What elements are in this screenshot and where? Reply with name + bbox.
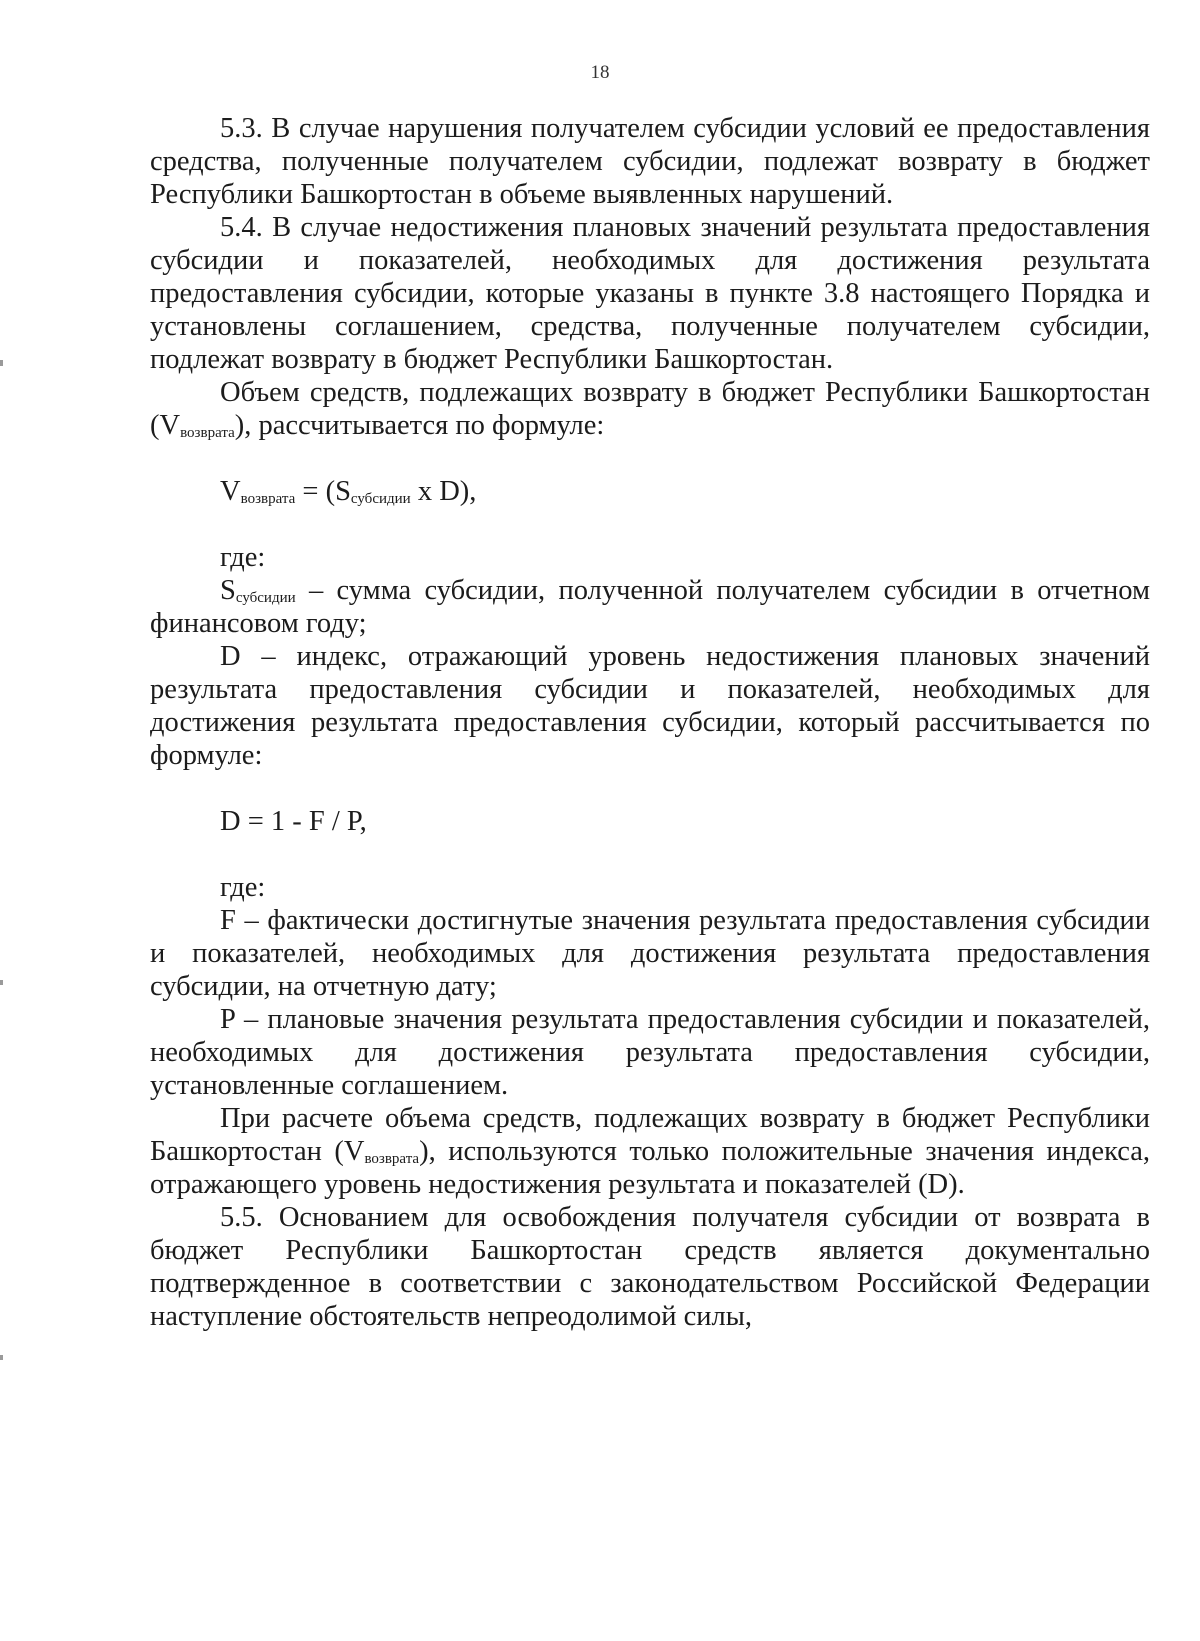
where-label: где:	[220, 872, 266, 903]
definition-d: D – индекс, отражающий уровень недостижения плановых значений результата предоставления субсидии и показателей, необходимых для достижения результата предоставления субсидии, который рассчитывается по формуле:	[150, 641, 1150, 771]
document-body	[150, 112, 1150, 1333]
paragraph-5-5: 5.5. Основанием для освобождения получателя субсидии от возврата в бюджет Республики Башкортостан средств является документально подтвержденное в соответствии с законодательством Российской Федерации наступление обстоятельств непреодолимой силы,	[150, 1202, 1150, 1332]
definition-s: $S_{субсидии}$ – сумма субсидии, полученной получателем субсидии в отчетном финансовом году;	[150, 575, 1150, 639]
scan-edge-mark	[0, 1355, 3, 1360]
paragraph-return-volume: Объем средств, подлежащих возврату в бюджет Республики Башкортостан $(V_{возврата})$, рассчитывается по формуле:	[150, 377, 1150, 441]
where-label: где:	[220, 542, 266, 573]
definition-f: F – фактически достигнутые значения результата предоставления субсидии и показателей, необходимых для достижения результата предоставления субсидии, на отчетную дату;	[150, 905, 1150, 1002]
scan-edge-mark	[0, 980, 3, 985]
formula-return-volume: $V_{возврата} = (S_{субсидии}$ x D),	[220, 476, 477, 507]
paragraph-calculation-note: При расчете объема средств, подлежащих возврату в бюджет Республики Башкортостан $(V_{возврата})$, используются только положительные значения индекса, отражающего уровень недостижения результата и показателей (D).	[150, 1103, 1150, 1200]
page-number: 18	[590, 62, 610, 83]
paragraph-5-3: 5.3. В случае нарушения получателем субсидии условий ее предоставления средства, полученные получателем субсидии, подлежат возврату в бюджет Республики Башкортостан в объеме выявленных нарушений.	[150, 113, 1150, 210]
paragraph-5-4: 5.4. В случае недостижения плановых значений результата предоставления субсидии и показателей, необходимых для достижения результата предоставления субсидии, которые указаны в пункте 3.8 настоящего Порядка и установлены соглашением, средства, полученные получателем субсидии, подлежат возврату в бюджет Республики Башкортостан.	[150, 212, 1150, 375]
scan-edge-mark	[0, 360, 3, 366]
formula-index-d: D = 1 - F / P,	[220, 806, 367, 837]
definition-p: P – плановые значения результата предоставления субсидии и показателей, необходимых для достижения результата предоставления субсидии, установленные соглашением.	[150, 1004, 1150, 1101]
